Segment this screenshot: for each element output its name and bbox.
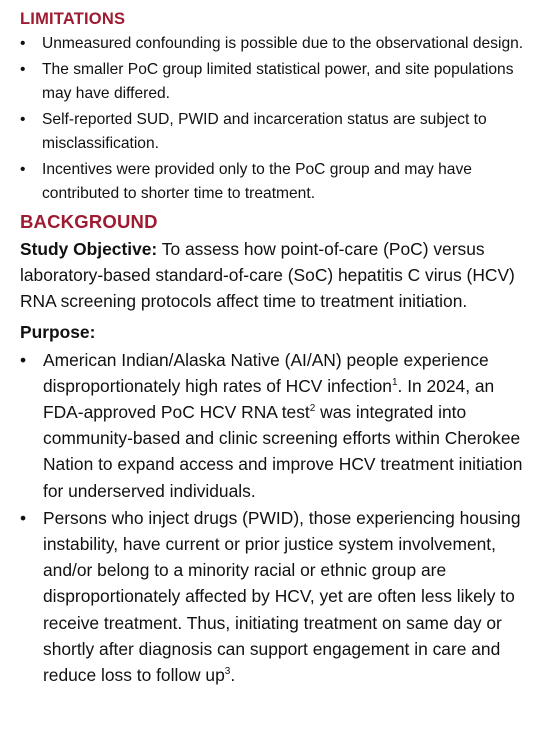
limitation-item xyxy=(20,108,529,156)
purpose-heading: Purpose: xyxy=(20,321,96,342)
bullet-icon: • xyxy=(20,35,26,52)
limitation-item xyxy=(20,32,529,56)
bullet-icon: • xyxy=(20,161,26,178)
purpose-text: American Indian/Alaska Native (AI/AN) people experience disproportionately high rates of HCV infection xyxy=(43,349,489,396)
purpose-text: . xyxy=(230,665,236,686)
purpose-item xyxy=(20,505,529,688)
bullet-icon: • xyxy=(20,507,27,528)
purpose-item xyxy=(20,347,529,504)
citation-superscript: 1 xyxy=(391,377,398,389)
bullet-icon: • xyxy=(20,349,27,370)
limitation-text: Incentives were provided only to the PoC group and may have contributed to shorter time to treatment. xyxy=(42,161,472,202)
purpose-list xyxy=(20,347,529,689)
bullet-icon: • xyxy=(20,61,26,78)
limitations-list xyxy=(20,32,529,206)
study-objective-text: To assess how point-of-care (PoC) versus laboratory-based standard-of-care (SoC) hepatitis C virus (HCV) RNA screening protocols affect time to treatment initiation. xyxy=(20,239,515,312)
purpose-text: Persons who inject drugs (PWID), those experiencing housing instability, have current or prior justice system involvement, and/or belong to a minority racial or ethnic group are disproportionately affected by HCV, yet are often less likely to receive treatment. Thus, initiating treatment on same day or shortly after diagnosis can support engagement in care and reduce loss to follow up xyxy=(43,507,521,686)
limitations-heading: LIMITATIONS xyxy=(20,10,126,28)
limitation-item xyxy=(20,58,529,106)
limitation-text: Unmeasured confounding is possible due to the observational design. xyxy=(42,35,524,52)
purpose-text: . In 2024, an FDA-approved PoC HCV RNA test xyxy=(43,375,495,423)
limitation-text: The smaller PoC group limited statistical power, and site populations may have differed. xyxy=(42,61,514,102)
limitation-text: Self-reported SUD, PWID and incarceration status are subject to misclassification. xyxy=(42,111,487,152)
study-objective-label: Study Objective: xyxy=(20,239,158,259)
citation-superscript: 3 xyxy=(224,666,231,678)
bullet-icon: • xyxy=(20,111,26,128)
background-heading: BACKGROUND xyxy=(20,211,158,232)
study-objective xyxy=(20,236,529,315)
citation-superscript: 2 xyxy=(309,403,316,415)
limitation-item xyxy=(20,158,529,206)
purpose-text: was integrated into community-based and clinic screening efforts within Cherokee Nation to expand access and improve HCV treatment initiation for underserved individuals. xyxy=(43,402,523,501)
